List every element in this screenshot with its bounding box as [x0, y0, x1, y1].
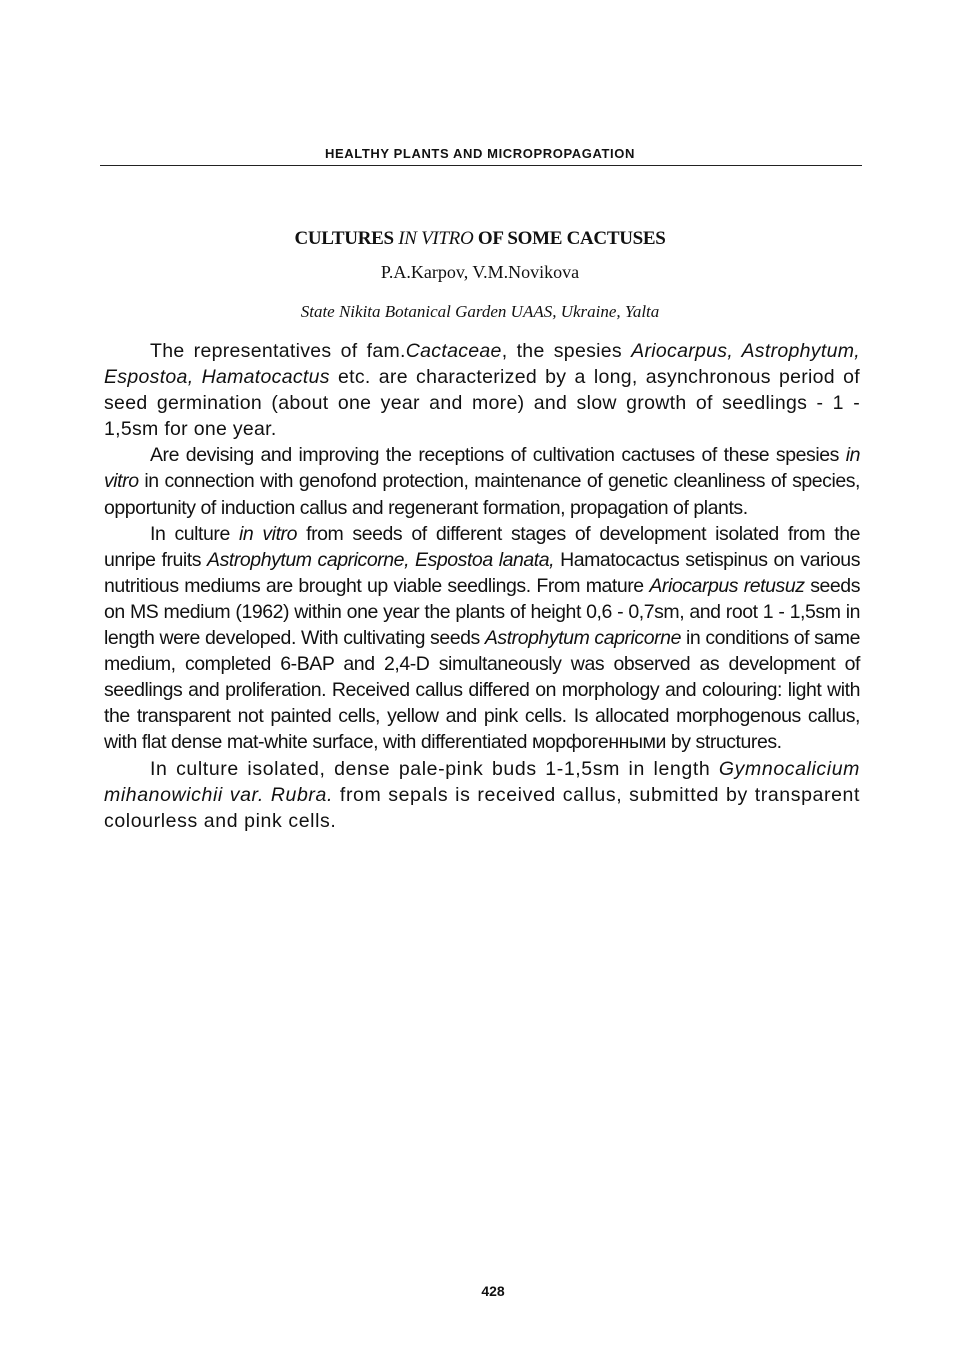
p4-text-1: In culture isolated, dense pale-pink buds 1-1,5sm in length [150, 757, 719, 780]
p3-italic-2: Astrophytum capricorne, Espostoa lanata, [207, 548, 555, 571]
page-number: 428 [481, 1283, 505, 1299]
article-body [104, 338, 860, 834]
p3-text-3: Hamatocactus setispinus on various nutritious mediums are brought up viable seedlings. From mature [104, 548, 860, 597]
p1-italic-1: Cactaceae [405, 340, 502, 362]
p2-text-2: in connection with genofond protection, maintenance of genetic cleanliness of species, opportunity of induction callus and regenerant formation, propagation of plants. [104, 470, 860, 519]
article-title [100, 228, 860, 250]
p3-text-5: in conditions of same medium, completed 6-BAP and 2,4-D simultaneously was observed as development of seedlings and proliferation. Received callus differed on morphology and colouring: light with the transparent not painted cells, yellow and pink cells. Is allocated morphogenous callus, with flat dense mat-white surface, with differentiated морфогенными by structures. [104, 627, 860, 754]
p2-text-1: Are devising and improving the receptions of cultivation cactuses of these spesies [150, 444, 846, 467]
p1-text-1: The representatives of fam. [150, 340, 406, 362]
paragraph-2 [104, 442, 860, 520]
p1-text-2: , the spesies [501, 340, 632, 362]
p4-text-2: from sepals is received callus, submitted by transparent colourless and pink cells. [104, 783, 860, 832]
p3-italic-1: in vitro [238, 522, 297, 545]
p3-text-4: seeds on MS medium (1962) within one year the plants of height 0,6 - 0,7sm, and root 1 - 1,5sm in length were developed. With cultivating seeds [104, 574, 860, 650]
title-part-1: CULTURES [294, 228, 399, 249]
paragraph-4 [104, 756, 860, 834]
affiliation: State Nikita Botanical Garden UAAS, Ukraine, Yalta [300, 302, 660, 321]
title-italic: IN VITRO [398, 228, 474, 249]
title-part-2: OF SOME CACTUSES [473, 228, 666, 249]
p3-text-2: from seeds of different stages of development isolated from the unripe fruits [104, 522, 860, 571]
paragraph-3 [104, 521, 860, 756]
p1-italic-2: Ariocarpus, Astrophytum, Espostoa, Hamatocactus [104, 340, 860, 389]
paragraph-1 [104, 338, 860, 442]
authors: P.A.Karpov, V.M.Novikova [380, 262, 580, 282]
p1-text-3: etc. are characterized by a long, asynchronous period of seed germination (about one year and more) and slow growth of seedlings - 1 - 1,5sm for one year. [104, 366, 860, 441]
p3-text-1: In culture [150, 522, 239, 545]
p3-italic-4: Astrophytum capricorne [484, 627, 681, 650]
running-header: HEALTHY PLANTS AND MICROPROPAGATION [325, 146, 635, 161]
p3-italic-3: Ariocarpus retusuz [649, 574, 805, 597]
p2-italic-1: in vitro [104, 444, 860, 493]
p4-italic-1: Gymnocalicium mihanowichii var. Rubra. [104, 757, 860, 806]
header-rule [100, 165, 862, 166]
